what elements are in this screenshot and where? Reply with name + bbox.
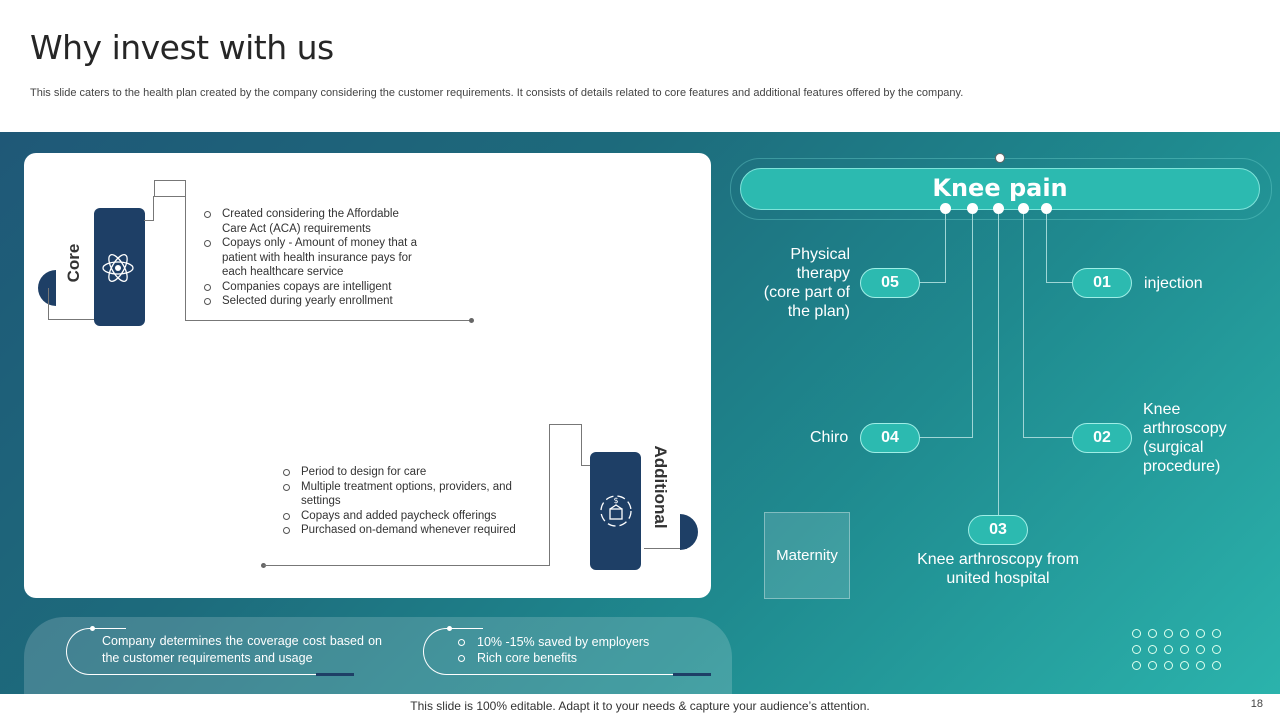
core-bullets xyxy=(203,207,423,309)
core-connector xyxy=(48,319,96,320)
connector-dot xyxy=(940,203,951,214)
money-cycle-icon xyxy=(597,492,635,530)
top-dot xyxy=(995,153,1005,163)
list-item: Rich core benefits xyxy=(457,650,697,666)
item-02-badge: 02 xyxy=(1072,423,1132,453)
item-03-badge: 03 xyxy=(968,515,1028,545)
right-arc-dot xyxy=(447,626,452,631)
item-02-label: Knee arthroscopy (surgical procedure) xyxy=(1143,401,1227,475)
connector-line xyxy=(1046,282,1073,283)
connector-line xyxy=(945,214,946,282)
additional-label: Additional xyxy=(651,445,670,529)
connector-dot xyxy=(993,203,1004,214)
list-item: 10% -15% saved by employers xyxy=(457,634,697,650)
footer-text: This slide is 100% editable. Adapt it to your needs & capture your audience’s attention. xyxy=(410,699,870,713)
left-arc-dot xyxy=(90,626,95,631)
additional-connector xyxy=(263,565,550,566)
right-arc-accent xyxy=(673,673,711,676)
connector-line xyxy=(998,214,999,516)
maternity-box: Maternity xyxy=(764,512,850,599)
page-title: Why invest with us xyxy=(30,28,334,67)
item-05-badge: 05 xyxy=(860,268,920,298)
connector-line xyxy=(1023,214,1024,438)
page-number: 18 xyxy=(1250,698,1263,710)
left-arc-accent xyxy=(316,673,354,676)
item-01-badge: 01 xyxy=(1072,268,1132,298)
additional-connector xyxy=(581,424,582,466)
core-connector xyxy=(48,288,49,320)
item-03-label: Knee arthroscopy from united hospital xyxy=(917,551,1079,587)
connector-dot xyxy=(967,203,978,214)
bottom-left-text: Company determines the coverage cost based on the customer requirements and usage xyxy=(102,634,382,665)
item-04-badge: 04 xyxy=(860,423,920,453)
bottom-right-bullets xyxy=(457,634,697,666)
list-item: Multiple treatment options, providers, and settings xyxy=(282,480,537,509)
list-item: Purchased on-demand whenever required xyxy=(282,523,537,538)
list-item: Copays and added paycheck offerings xyxy=(282,509,537,524)
list-item: Companies copays are intelligent xyxy=(203,280,423,295)
core-connector xyxy=(154,180,155,197)
item-05-label: Physical therapy (core part of the plan) xyxy=(763,246,850,320)
connector-line xyxy=(919,282,946,283)
item-04-label: Chiro xyxy=(810,429,849,446)
list-item: Created considering the Affordable Care Act (ACA) requirements xyxy=(203,207,423,236)
connector-dot xyxy=(1018,203,1029,214)
core-connector xyxy=(154,180,185,181)
item-01-label: injection xyxy=(1144,275,1203,292)
connector-line xyxy=(972,214,973,438)
additional-connector xyxy=(549,424,581,425)
additional-connector xyxy=(549,424,550,566)
connector-line xyxy=(1023,437,1073,438)
svg-text:$: $ xyxy=(613,496,619,505)
knee-pain-title: Knee pain xyxy=(740,168,1260,210)
list-item: Period to design for care xyxy=(282,465,537,480)
atom-icon xyxy=(100,250,136,286)
list-item: Selected during yearly enrollment xyxy=(203,294,423,309)
connector-line xyxy=(919,437,973,438)
core-connector xyxy=(153,196,185,197)
additional-bullets xyxy=(282,465,537,538)
dot-grid-decoration xyxy=(1132,629,1228,673)
connector-dot xyxy=(1041,203,1052,214)
core-connector xyxy=(185,320,472,321)
connector-line xyxy=(1046,214,1047,282)
core-label: Core xyxy=(64,243,83,283)
list-item: Copays only - Amount of money that a patient with health insurance pays for each healthcare service xyxy=(203,236,423,280)
core-connector xyxy=(185,180,186,321)
page-subtitle: This slide caters to the health plan created by the company considering the customer requirements. It consists of details related to core features and additional features offered by the company. xyxy=(30,87,964,99)
core-line-end xyxy=(469,318,474,323)
core-connector xyxy=(153,196,154,221)
